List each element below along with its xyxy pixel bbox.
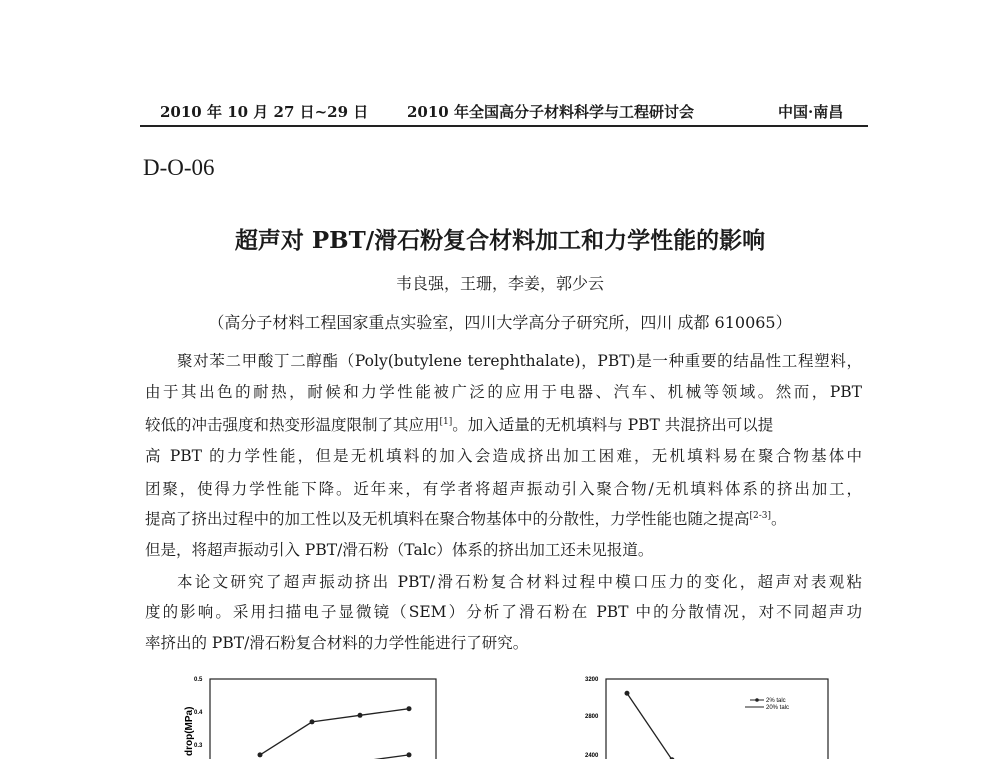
data-point: [310, 719, 315, 724]
body-text: 较低的冲击强度和热变形温度限制了其应用: [145, 416, 440, 434]
body-line: 由于其出色的耐热，耐候和力学性能被广泛的应用于电器、汽车、机械等领域。然而，PBT: [145, 383, 862, 401]
plot-frame: [606, 679, 828, 759]
body-line: 本论文研究了超声振动挤出 PBT/滑石粉复合材料过程中模口压力的变化，超声对表观粘: [177, 573, 862, 591]
header-date: 2010 年 10 月 27 日~29 日: [160, 103, 369, 121]
y-tick-label: 2400: [585, 753, 599, 759]
legend-label: 2% talc: [766, 698, 786, 704]
header-conference: 2010 年全国高分子材料科学与工程研讨会: [407, 103, 694, 121]
body-line: 但是，将超声振动引入 PBT/滑石粉（Talc）体系的挤出加工还未见报道。: [145, 541, 654, 559]
body-line: 聚对苯二甲酸丁二醇酯（Poly(butylene terephthalate)，PBT)是一种重要的结晶性工程塑料，: [177, 352, 862, 370]
affiliation: （高分子材料工程国家重点实验室，四川大学高分子研究所，四川 成都 610065）: [208, 313, 792, 332]
legend-marker: [755, 698, 759, 702]
citation: [2-3]: [749, 510, 772, 521]
data-point: [358, 713, 363, 718]
citation: [1]: [439, 416, 453, 427]
body-text: 。加入适量的无机填料与 PBT 共混挤出可以提: [452, 416, 774, 434]
y-tick-label: 0.4: [194, 710, 203, 716]
body-line: 率挤出的 PBT/滑石粉复合材料的力学性能进行了研究。: [145, 634, 529, 652]
data-point: [625, 691, 630, 696]
series-line: [260, 709, 409, 755]
y-tick-label: 3200: [585, 677, 599, 683]
body-text: 提高了挤出过程中的加工性以及无机填料在聚合物基体中的分散性，力学性能也随之提高: [145, 510, 750, 528]
authors: 韦良强，王珊，李姜，郭少云: [395, 274, 604, 293]
data-point: [407, 752, 412, 757]
series-line: [627, 693, 672, 759]
header-location: 中国·南昌: [778, 103, 844, 121]
series-line: [360, 755, 409, 759]
y-axis-label: drop(MPa): [184, 706, 195, 756]
paper-code: D-O-06: [143, 155, 215, 180]
plot-frame: [210, 679, 436, 759]
figure-left: [184, 677, 436, 759]
body-text: 。: [771, 510, 787, 528]
legend-label: 20% talc: [766, 705, 790, 711]
y-tick-label: 2800: [585, 714, 599, 720]
y-tick-label: 0.5: [194, 677, 203, 683]
body-line: 团聚，使得力学性能下降。近年来，有学者将超声振动引入聚合物/无机填料体系的挤出加工，: [145, 480, 862, 498]
data-point: [407, 706, 412, 711]
y-tick-label: 0.3: [194, 743, 203, 749]
paper-title: 超声对 PBT/滑石粉复合材料加工和力学性能的影响: [234, 227, 766, 254]
data-point: [258, 752, 263, 757]
body-line: 度的影响。采用扫描电子显微镜（SEM）分析了滑石粉在 PBT 中的分散情况，对不同超声功: [145, 603, 862, 621]
figure-right: [585, 677, 828, 759]
body-line: 高 PBT 的力学性能，但是无机填料的加入会造成挤出加工困难，无机填料易在聚合物基体中: [145, 447, 862, 465]
